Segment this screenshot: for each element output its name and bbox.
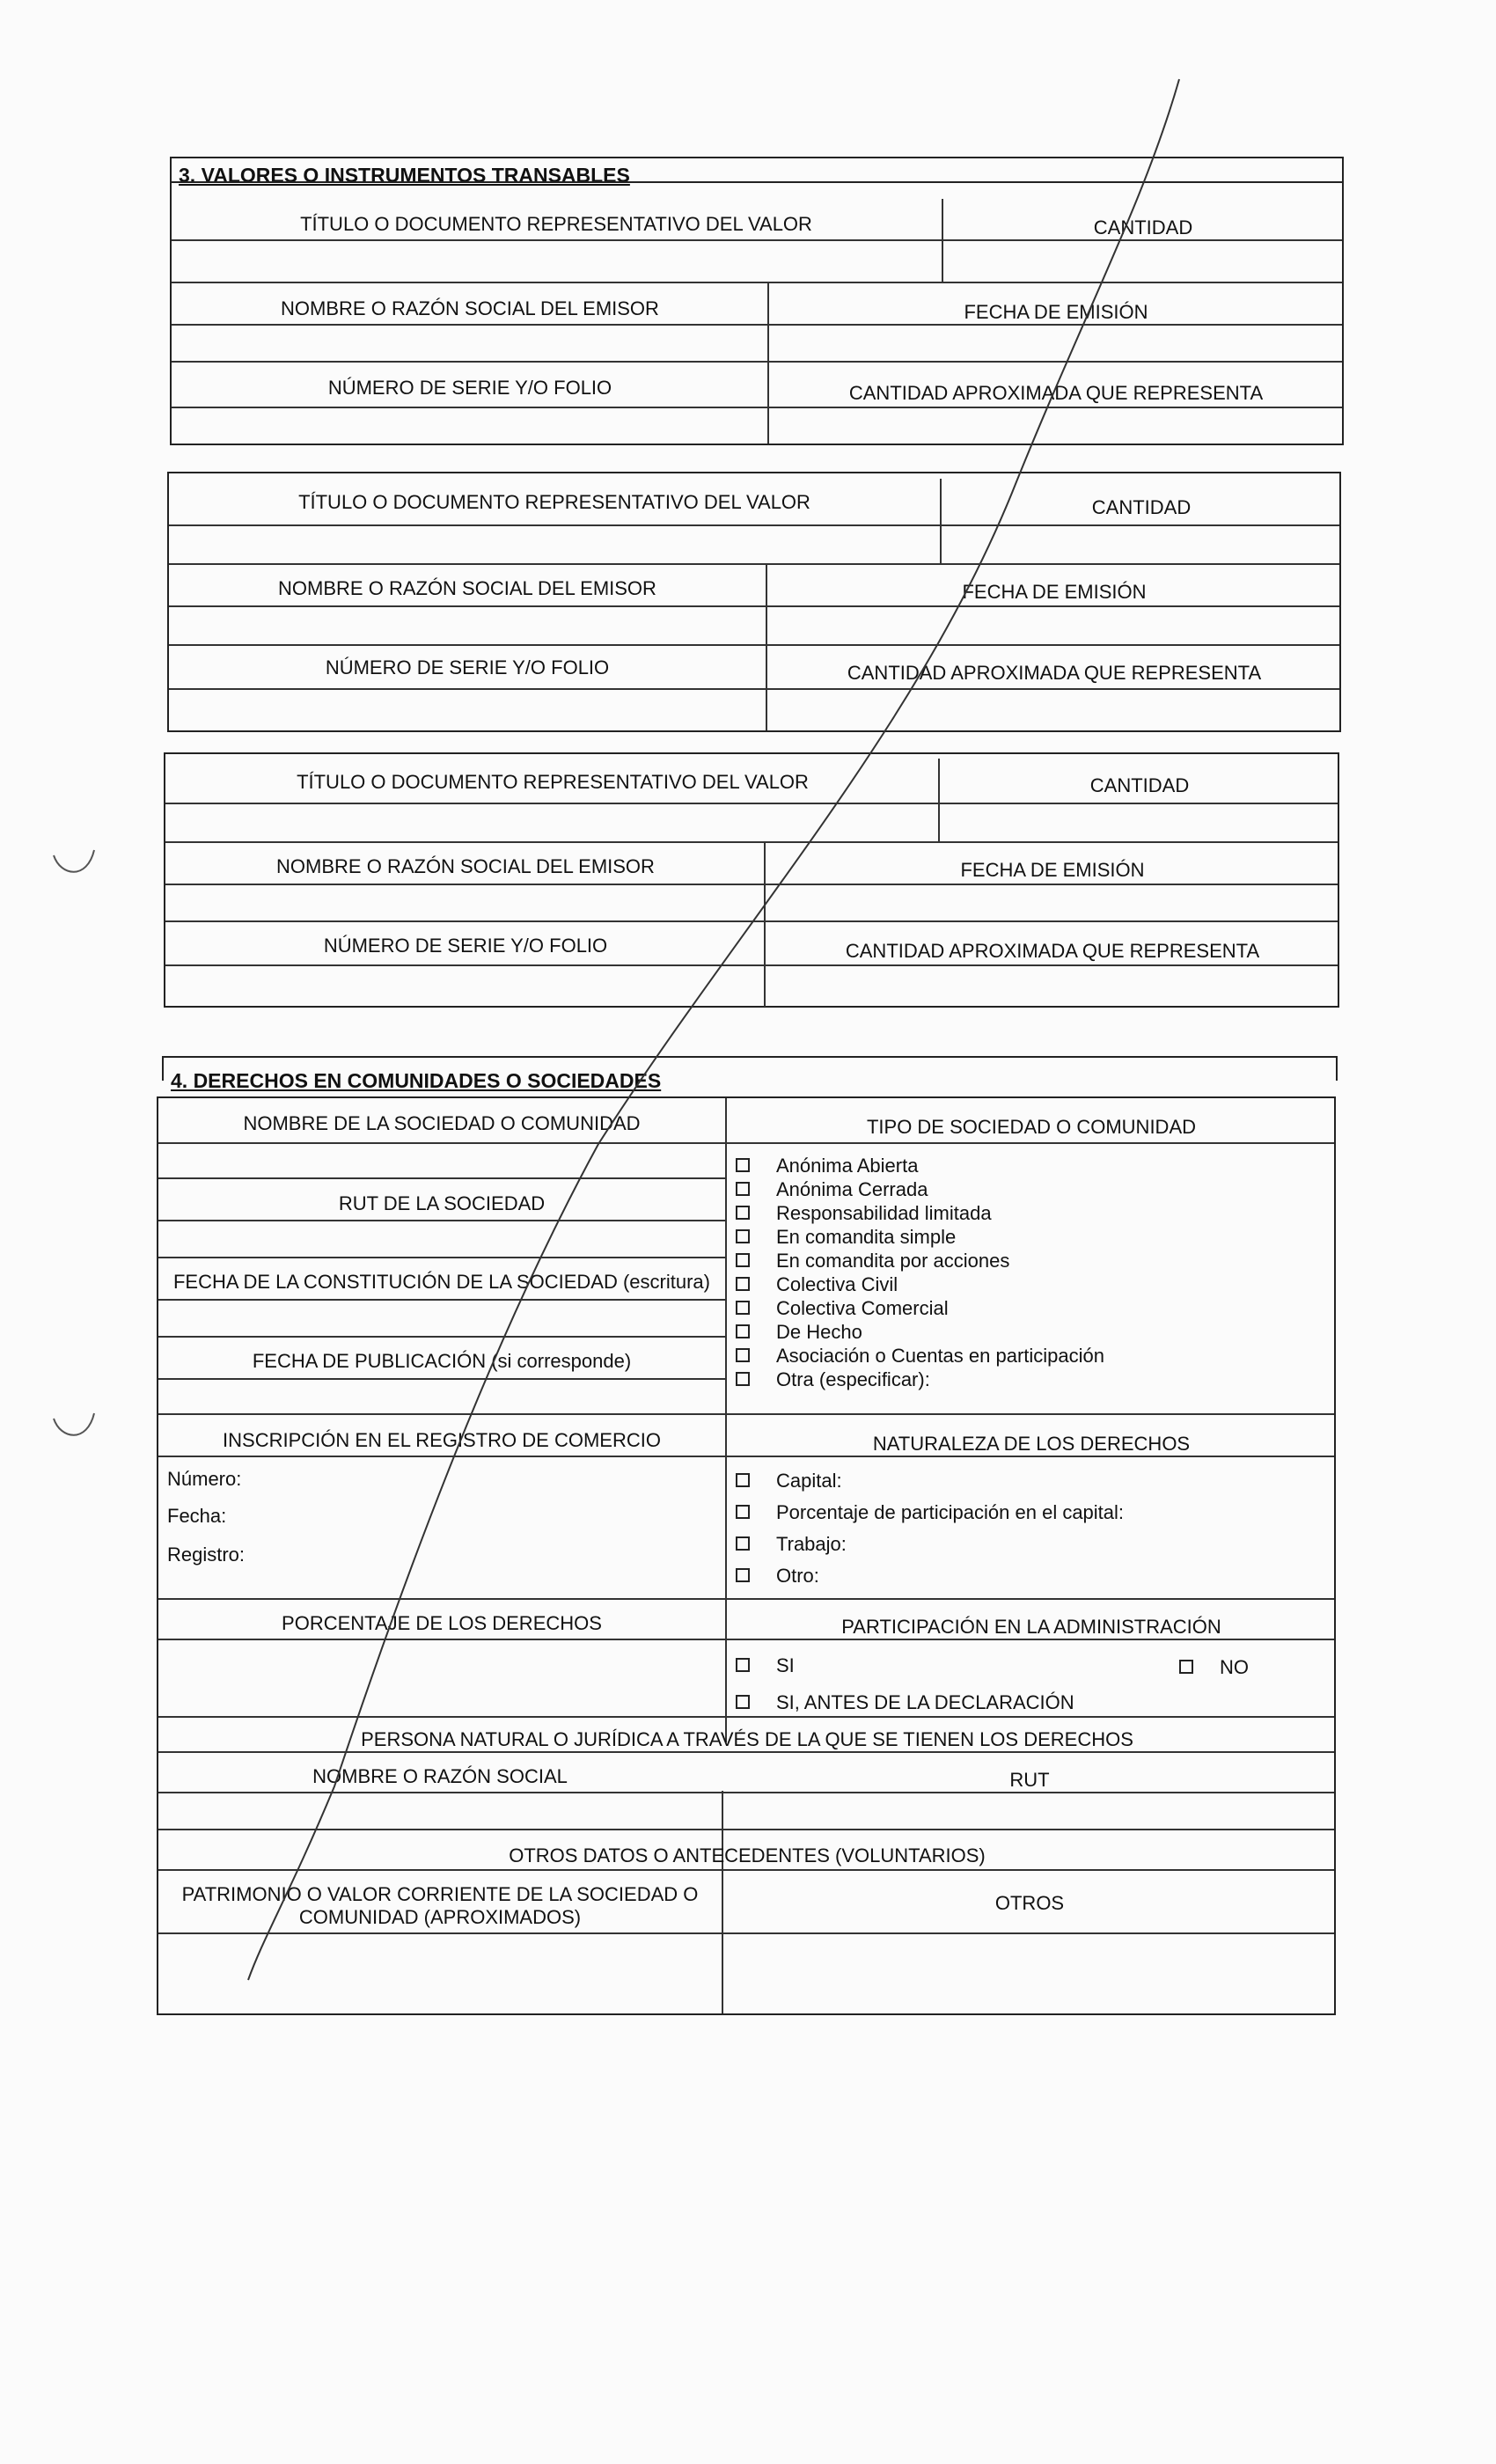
- nombre-razon-field[interactable]: [160, 1793, 720, 1827]
- naturaleza-option[interactable]: [736, 1501, 1124, 1524]
- cantidad-aprox-label: CANTIDAD APROXIMADA QUE REPRESENTA: [845, 940, 1260, 962]
- col-divider: [940, 479, 942, 565]
- row-divider: [158, 1257, 725, 1258]
- checkbox[interactable]: [736, 1324, 750, 1338]
- emisor-field[interactable]: [169, 885, 762, 919]
- cantidad-label: CANTIDAD: [1093, 216, 1193, 238]
- cantidad-label: CANTIDAD: [1089, 774, 1190, 796]
- nombre-sociedad-label: NOMBRE DE LA SOCIEDAD O COMUNIDAD: [243, 1112, 641, 1134]
- checkbox[interactable]: [736, 1277, 750, 1291]
- checkbox[interactable]: [736, 1348, 750, 1362]
- tipo-option-label: Responsabilidad limitada: [776, 1202, 992, 1224]
- fecha-emision-field[interactable]: [771, 326, 1341, 359]
- tipo-option-label: En comandita simple: [776, 1226, 957, 1248]
- emisor-field[interactable]: [172, 607, 763, 642]
- col-divider: [764, 841, 766, 1007]
- serie-label: NÚMERO DE SERIE Y/O FOLIO: [325, 656, 610, 678]
- cantidad-field[interactable]: [942, 804, 1338, 840]
- otros-datos-label: OTROS DATOS O ANTECEDENTES (VOLUNTARIOS): [509, 1844, 986, 1866]
- cantidad-aprox-label: CANTIDAD APROXIMADA QUE REPRESENTA: [848, 382, 1264, 404]
- titulo-label: TÍTULO O DOCUMENTO REPRESENTATIVO DEL VALOR: [298, 491, 810, 513]
- checkbox[interactable]: [736, 1182, 750, 1196]
- naturaleza-option-label: Porcentaje de participación en el capital:: [776, 1501, 1125, 1523]
- checkbox[interactable]: [736, 1658, 750, 1672]
- cantidad-label: CANTIDAD: [1091, 496, 1192, 518]
- checkbox[interactable]: [736, 1505, 750, 1519]
- porcentaje-label: PORCENTAJE DE LOS DERECHOS: [282, 1612, 602, 1634]
- col-divider: [767, 282, 769, 444]
- row-divider: [169, 563, 1339, 565]
- numero-field[interactable]: [264, 1464, 713, 1494]
- section-3-heading: 3. VALORES O INSTRUMENTOS TRANSABLES: [179, 164, 630, 187]
- row-divider: [165, 920, 1338, 922]
- otros-label: OTROS: [994, 1892, 1065, 1914]
- inscripcion-label: INSCRIPCIÓN EN EL REGISTRO DE COMERCIO: [223, 1429, 661, 1451]
- checkbox[interactable]: [736, 1473, 750, 1487]
- fecha-emision-field[interactable]: [769, 607, 1339, 642]
- center-divider: [725, 1098, 727, 1742]
- serie-field[interactable]: [174, 408, 766, 442]
- tipo-option[interactable]: [736, 1178, 928, 1201]
- rut-sociedad-field[interactable]: [160, 1221, 723, 1255]
- row-divider: [165, 841, 1338, 843]
- fecha-label: Fecha:: [167, 1505, 227, 1527]
- binder-hole-mark-lower: [48, 1408, 101, 1452]
- registro-label: Registro:: [167, 1544, 246, 1566]
- titulo-label: TÍTULO O DOCUMENTO REPRESENTATIVO DEL VALOR: [297, 771, 809, 793]
- si-antes-option[interactable]: [736, 1691, 1074, 1714]
- titulo-field[interactable]: [174, 241, 940, 280]
- no-label: NO: [1220, 1656, 1249, 1678]
- tipo-option[interactable]: [736, 1273, 898, 1296]
- cantidad-aprox-field[interactable]: [767, 966, 1338, 1005]
- checkbox[interactable]: [736, 1536, 750, 1551]
- col-divider: [766, 563, 767, 730]
- checkbox[interactable]: [736, 1695, 750, 1709]
- rut-sociedad-label: RUT DE LA SOCIEDAD: [338, 1192, 546, 1214]
- patrimonio-label-line1: PATRIMONIO O VALOR CORRIENTE DE LA SOCIEDAD O: [181, 1883, 699, 1905]
- row-divider: [158, 1598, 1334, 1600]
- naturaleza-label: NATURALEZA DE LOS DERECHOS: [872, 1433, 1191, 1455]
- patrimonio-field[interactable]: [160, 1934, 720, 2012]
- si-option[interactable]: [736, 1654, 795, 1677]
- row-divider: [169, 644, 1339, 646]
- cantidad-aprox-field[interactable]: [769, 690, 1339, 729]
- row-divider: [158, 1869, 1334, 1871]
- row-divider: [158, 1413, 1334, 1415]
- checkbox[interactable]: [736, 1301, 750, 1315]
- naturaleza-option[interactable]: [736, 1533, 847, 1556]
- registro-field[interactable]: [264, 1540, 713, 1570]
- checkbox[interactable]: [736, 1158, 750, 1172]
- si-label: SI: [776, 1654, 795, 1676]
- cantidad-field[interactable]: [945, 241, 1341, 280]
- emisor-label: NOMBRE O RAZÓN SOCIAL DEL EMISOR: [281, 297, 659, 319]
- row-divider: [158, 1177, 725, 1179]
- col-divider: [938, 759, 940, 843]
- tipo-option-label: En comandita por acciones: [776, 1250, 1010, 1272]
- porcentaje-field[interactable]: [160, 1640, 723, 1741]
- col-divider: [942, 199, 943, 283]
- tipo-option[interactable]: [736, 1226, 956, 1249]
- persona-label: PERSONA NATURAL O JURÍDICA A TRAVÉS DE LA QUE SE TIENEN LOS DERECHOS: [361, 1728, 1133, 1750]
- row-divider: [158, 1716, 1334, 1718]
- checkbox[interactable]: [736, 1253, 750, 1267]
- tipo-option-label: Colectiva Comercial: [776, 1297, 949, 1319]
- cantidad-aprox-label: CANTIDAD APROXIMADA QUE REPRESENTA: [847, 662, 1262, 684]
- row-divider: [172, 282, 1342, 283]
- naturaleza-option[interactable]: [736, 1470, 842, 1492]
- tipo-option[interactable]: [736, 1202, 992, 1225]
- tipo-option[interactable]: [736, 1321, 862, 1344]
- fecha-emision-field[interactable]: [767, 885, 1338, 919]
- fecha-field[interactable]: [264, 1501, 713, 1531]
- checkbox[interactable]: [736, 1372, 750, 1386]
- rut-field[interactable]: [725, 1793, 1334, 1827]
- patrimonio-label-line2: COMUNIDAD (APROXIMADOS): [298, 1906, 582, 1928]
- naturaleza-option-label: Trabajo:: [776, 1533, 847, 1555]
- row-divider: [158, 1336, 725, 1338]
- rut-label: RUT: [1009, 1769, 1050, 1791]
- naturaleza-option-label: Otro:: [776, 1565, 819, 1587]
- tipo-option-label: Anónima Cerrada: [776, 1178, 928, 1200]
- fecha-emision-label: FECHA DE EMISIÓN: [960, 859, 1145, 881]
- fecha-publicacion-field[interactable]: [160, 1380, 723, 1412]
- checkbox[interactable]: [736, 1229, 750, 1243]
- cantidad-field[interactable]: [943, 526, 1339, 561]
- participacion-label: PARTICIPACIÓN EN LA ADMINISTRACIÓN: [841, 1616, 1221, 1638]
- section-4-heading: 4. DERECHOS EN COMUNIDADES O SOCIEDADES: [171, 1069, 662, 1092]
- row-divider: [158, 1829, 1334, 1830]
- tipo-option[interactable]: [736, 1297, 949, 1320]
- titulo-label: TÍTULO O DOCUMENTO REPRESENTATIVO DEL VALOR: [300, 213, 812, 235]
- tipo-option[interactable]: [736, 1345, 1104, 1368]
- tipo-option[interactable]: [736, 1250, 1009, 1272]
- cantidad-aprox-field[interactable]: [771, 408, 1341, 442]
- emisor-label: NOMBRE O RAZÓN SOCIAL DEL EMISOR: [276, 855, 655, 877]
- nombre-razon-label: NOMBRE O RAZÓN SOCIAL: [312, 1765, 568, 1787]
- serie-field[interactable]: [169, 966, 762, 1005]
- checkbox[interactable]: [736, 1568, 750, 1582]
- tipo-option[interactable]: [736, 1155, 918, 1177]
- no-option[interactable]: [1179, 1656, 1249, 1679]
- emisor-label: NOMBRE O RAZÓN SOCIAL DEL EMISOR: [278, 577, 656, 599]
- emisor-field[interactable]: [174, 326, 766, 359]
- row-divider: [158, 1751, 1334, 1753]
- fecha-emision-label: FECHA DE EMISIÓN: [962, 581, 1147, 603]
- row-divider: [172, 361, 1342, 363]
- tipo-option[interactable]: [736, 1368, 930, 1391]
- naturaleza-option-label: Capital:: [776, 1470, 842, 1492]
- center-divider-lower: [722, 1791, 723, 2013]
- binder-hole-mark-upper: [48, 845, 101, 889]
- checkbox[interactable]: [736, 1206, 750, 1220]
- tipo-option-label: Colectiva Civil: [776, 1273, 898, 1295]
- fecha-emision-label: FECHA DE EMISIÓN: [964, 301, 1148, 323]
- tipo-option-label: Otra (especificar):: [776, 1368, 930, 1390]
- naturaleza-option[interactable]: [736, 1565, 819, 1588]
- fecha-constitucion-label: FECHA DE LA CONSTITUCIÓN DE LA SOCIEDAD (escritura): [172, 1271, 710, 1293]
- si-antes-label: SI, ANTES DE LA DECLARACIÓN: [776, 1691, 1074, 1713]
- otros-field[interactable]: [725, 1934, 1334, 2012]
- serie-field[interactable]: [172, 690, 763, 729]
- titulo-field[interactable]: [172, 526, 937, 561]
- titulo-field[interactable]: [169, 804, 936, 840]
- tipo-option-label: De Hecho: [776, 1321, 862, 1343]
- checkbox[interactable]: [1179, 1660, 1193, 1674]
- fecha-publicacion-label: FECHA DE PUBLICACIÓN (si corresponde): [252, 1350, 632, 1372]
- row-divider: [727, 1142, 1334, 1144]
- tipo-sociedad-label: TIPO DE SOCIEDAD O COMUNIDAD: [866, 1116, 1197, 1138]
- nombre-sociedad-field[interactable]: [160, 1144, 723, 1176]
- serie-label: NÚMERO DE SERIE Y/O FOLIO: [323, 935, 608, 957]
- numero-label: Número:: [167, 1468, 242, 1490]
- tipo-option-label: Anónima Abierta: [776, 1155, 919, 1177]
- tipo-option-label: Asociación o Cuentas en participación: [776, 1345, 1105, 1367]
- serie-label: NÚMERO DE SERIE Y/O FOLIO: [327, 377, 612, 399]
- fecha-constitucion-field[interactable]: [160, 1301, 723, 1334]
- row-divider: [158, 1456, 1334, 1457]
